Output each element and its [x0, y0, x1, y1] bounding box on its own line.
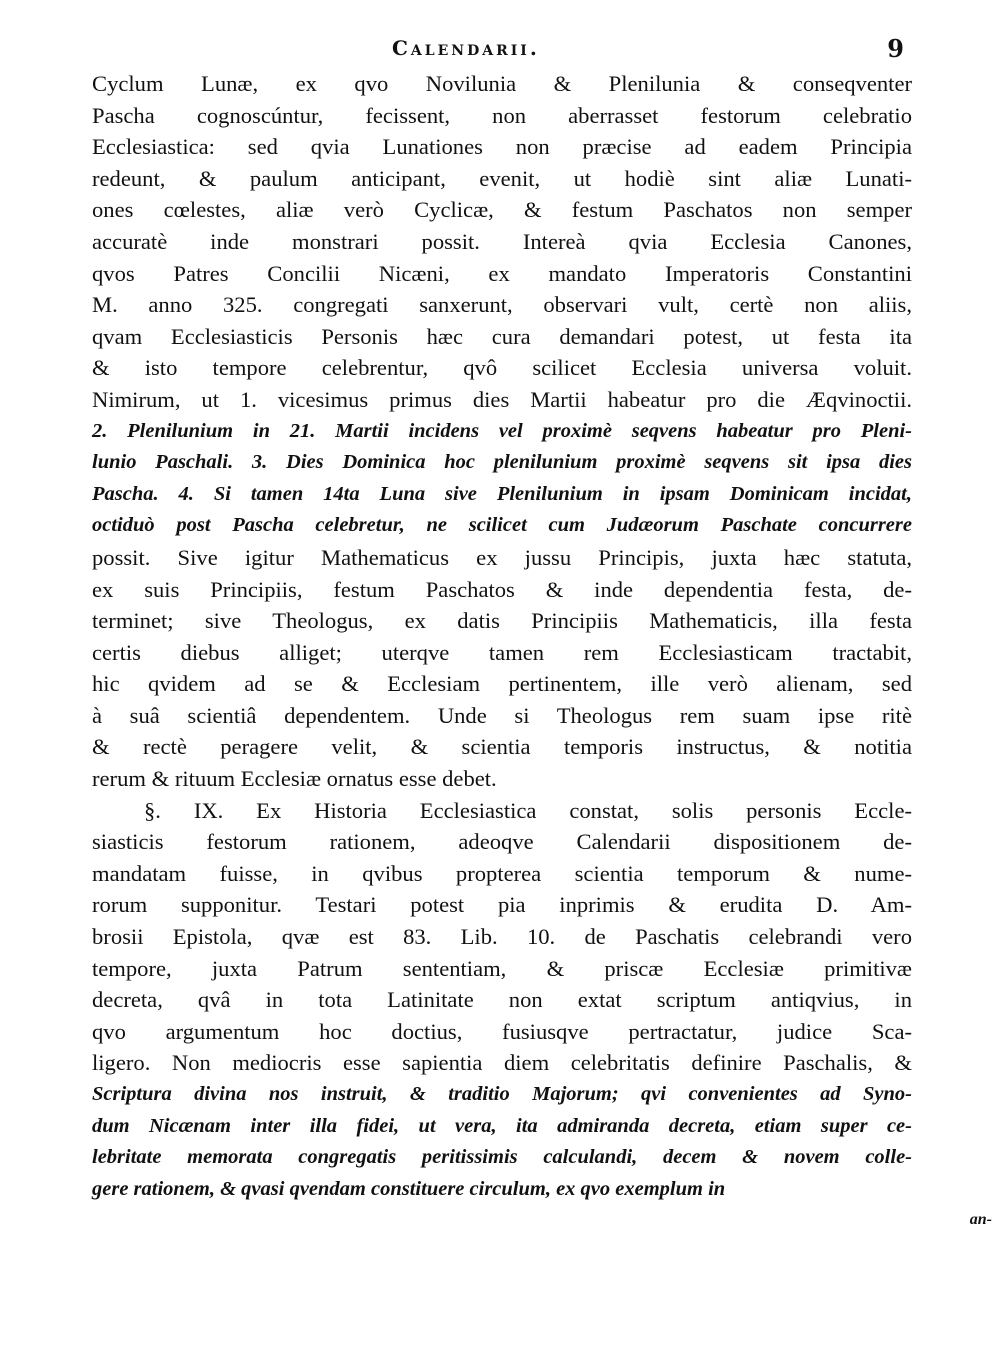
text-line: M. anno 325. congregati sanxerunt, observari vult, certè non aliis, — [92, 292, 912, 318]
text-line: lunio Paschali. 3. Dies Dominica hoc plenilunium proximè seqvens sit ipsa dies — [92, 451, 912, 474]
text-line: & rectè peragere velit, & scientia temporis instructus, & notitia — [92, 734, 912, 760]
text-line: gere rationem, & qvasi qvendam constituere circulum, ex qvo exemplum in — [92, 1177, 726, 1200]
text-line: Pascha. 4. Si tamen 14ta Luna sive Plenilunium in ipsam Dominicam incidat, — [92, 482, 912, 505]
text-line: ex suis Principiis, festum Paschatos & inde dependentia festa, de- — [92, 576, 912, 602]
text-line: Scriptura divina nos instruit, & traditio Majorum; qvi convenientes ad Syno- — [92, 1083, 912, 1105]
text-line: §. IX. Ex Historia Ecclesiastica constat, solis personis Eccle- — [144, 797, 912, 823]
text-line: brosii Epistola, qvæ est 83. Lib. 10. de Paschatis celebrandi vero — [92, 924, 912, 950]
text-line: octiduò post Pascha celebretur, ne scilicet cum Judæorum Paschate concurrere — [92, 514, 912, 537]
text-line: 2. Plenilunium in 21. Martii incidens vel proximè seqvens habeatur pro Pleni- — [92, 419, 912, 442]
text-line: ones cœlestes, aliæ verò Cyclicæ, & festum Paschatos non semper — [92, 197, 912, 223]
text-line: à suâ scientiâ dependentem. Unde si Theologus rem suam ipse ritè — [92, 702, 912, 728]
text-line: terminet; sive Theologus, ex datis Principiis Mathematicis, illa festa — [92, 608, 912, 634]
text-line: rorum supponitur. Testari potest pia inprimis & erudita D. Am- — [92, 892, 912, 918]
text-line: qvo argumentum hoc doctius, fusiusqve pertractatur, judice Sca- — [92, 1018, 912, 1044]
text-line: qvam Ecclesiasticis Personis hæc cura demandari potest, ut festa ita — [92, 323, 912, 349]
paragraph-1 — [92, 68, 912, 795]
text-line: possit. Sive igitur Mathematicus ex jussu Principis, juxta hæc statuta, — [92, 544, 912, 570]
paragraph-2 — [92, 795, 912, 1206]
text-line: Nimirum, ut 1. vicesimus primus dies Martii habeatur pro die Æqvinoctii. — [92, 386, 912, 412]
text-line: rerum & rituum Ecclesiæ ornatus esse debet. — [92, 766, 497, 792]
text-line: Ecclesiastica: sed qvia Lunationes non præcise ad eadem Principia — [92, 134, 912, 160]
page — [92, 34, 912, 1205]
text-line: decreta, qvâ in tota Latinitate non extat scriptum antiqvius, in — [92, 987, 912, 1013]
catchword: an- — [969, 1211, 992, 1228]
text-line: mandatam fuisse, in qvibus propterea scientia temporum & nume- — [92, 860, 912, 886]
text-line: qvos Patres Concilii Nicæni, ex mandato Imperatoris Constantini — [92, 260, 912, 286]
text-line: ligero. Non mediocris esse sapientia diem celebritatis definire Paschalis, & — [92, 1050, 912, 1076]
text-line: accuratè inde monstrari possit. Intereà qvia Ecclesia Canones, — [92, 228, 912, 254]
text-line: Cyclum Lunæ, ex qvo Novilunia & Plenilunia & conseqventer — [92, 71, 912, 96]
text-line: & isto tempore celebrentur, qvô scilicet Ecclesia universa voluit. — [92, 355, 912, 381]
text-line: certis diebus alliget; uterqve tamen rem Ecclesiasticam tractabit, — [92, 639, 912, 665]
text-line: redeunt, & paulum anticipant, evenit, ut hodiè sint aliæ Lunati- — [92, 165, 912, 191]
text-line: tempore, juxta Patrum sententiam, & priscæ Ecclesiæ primitivæ — [92, 955, 912, 981]
text-line: Pascha cognoscúntur, fecissent, non aberrasset festorum celebratio — [92, 102, 912, 128]
running-title: Calendarii. — [392, 36, 540, 60]
text-line: dum Nicænam inter illa fidei, ut vera, ita admiranda decreta, etiam super ce- — [92, 1114, 912, 1137]
page-header — [92, 34, 912, 68]
page-number: 9 — [887, 34, 904, 63]
text-line: lebritate memorata congregatis peritissimis calculandi, decem & novem colle- — [92, 1146, 912, 1169]
text-line: hic qvidem ad se & Ecclesiam pertinentem, ille verò alienam, sed — [92, 671, 912, 697]
text-line: siasticis festorum rationem, adeoqve Calendarii dispositionem de- — [92, 829, 912, 855]
